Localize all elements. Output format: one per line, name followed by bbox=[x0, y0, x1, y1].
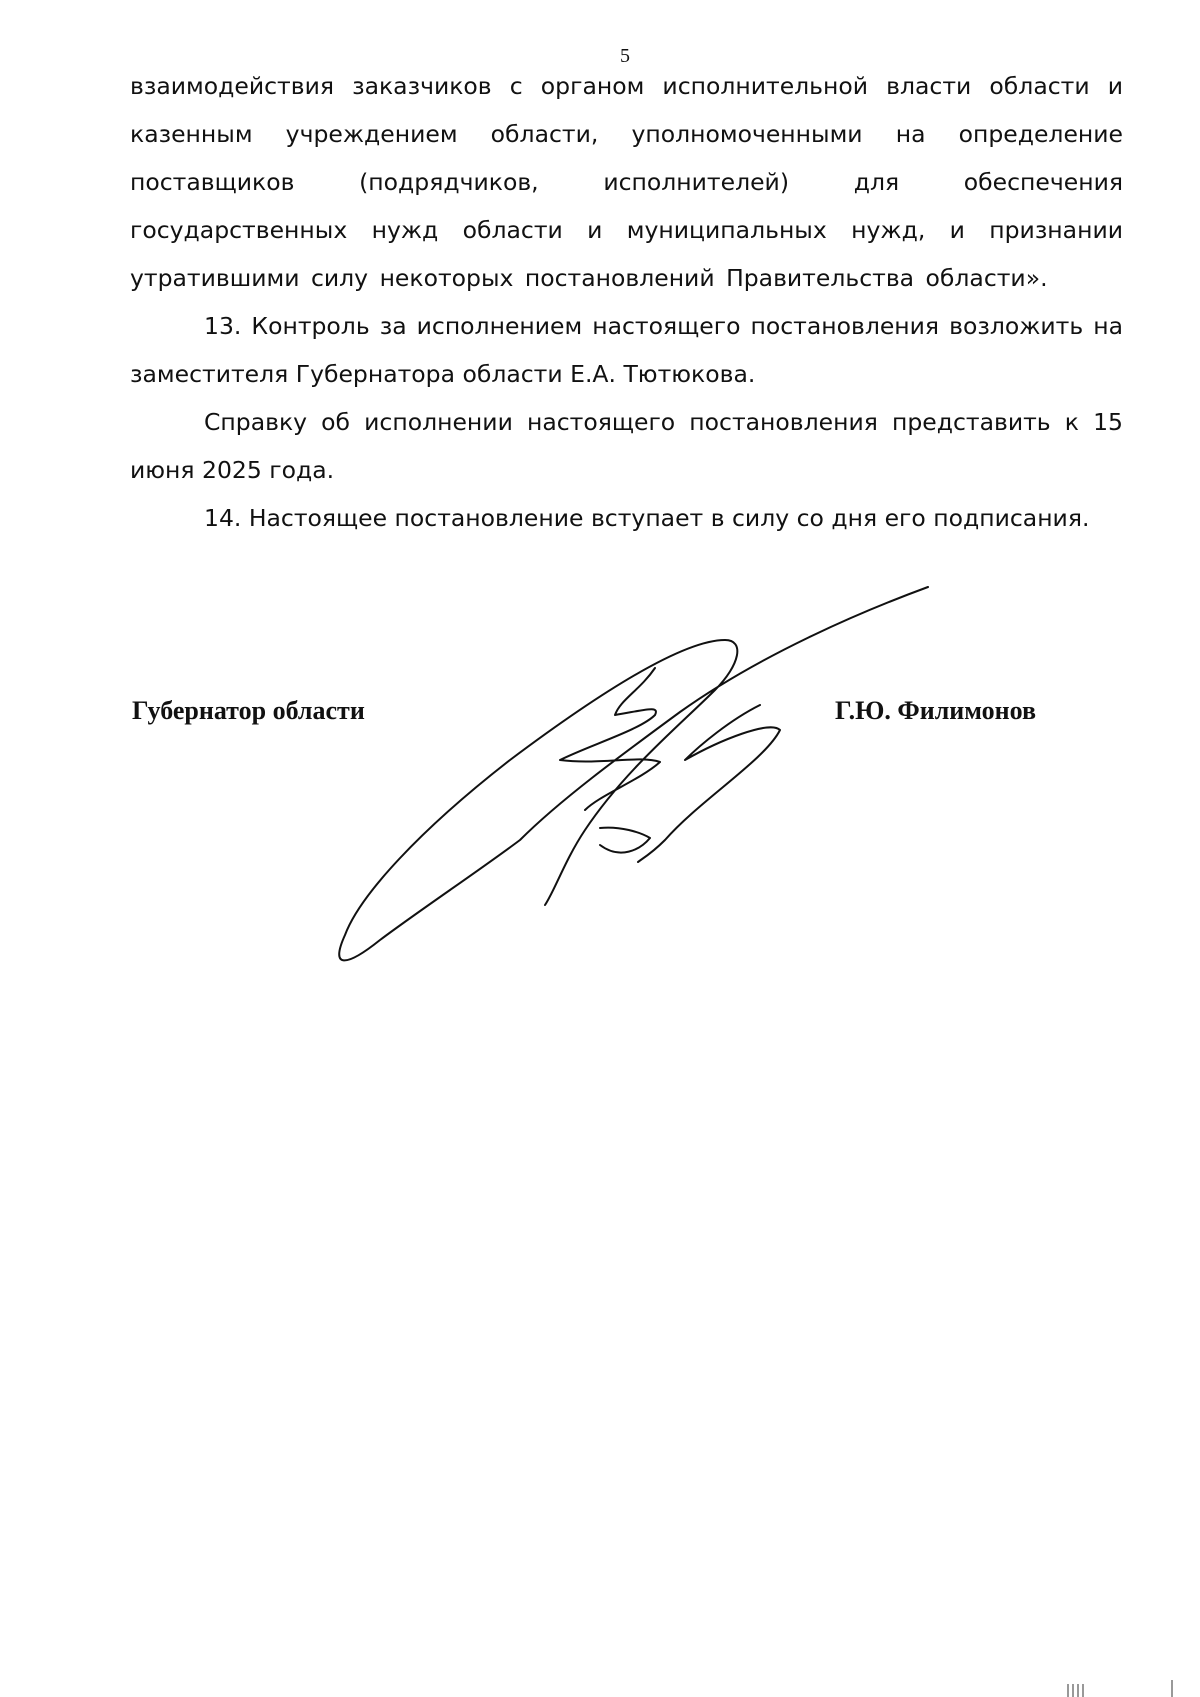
signatory-name: Г.Ю. Филимонов bbox=[835, 696, 1037, 725]
paragraph-report-deadline: Справку об исполнении настоящего постановления представить к 15 июня 2025 года. bbox=[130, 408, 1123, 484]
paragraph-item-13: 13. Контроль за исполнением настоящего постановления возложить на заместителя Губернатора области Е.А. Тютюкова. bbox=[130, 312, 1123, 388]
paragraph-item-14: 14. Настоящее постановление вступает в силу со дня его подписания. bbox=[204, 504, 1090, 532]
paragraph-continuation: взаимодействия заказчиков с органом исполнительной власти области и казенным учреждением области, уполномоченными на определение поставщиков (подрядчиков, исполнителей) для обеспечения государственных нужд области и муниципальных нужд, и признании утратившими силу некоторых постановлений Правительства области». bbox=[130, 72, 1123, 292]
signatory-title: Губернатор области bbox=[132, 696, 365, 725]
page-number: 5 bbox=[620, 45, 630, 67]
